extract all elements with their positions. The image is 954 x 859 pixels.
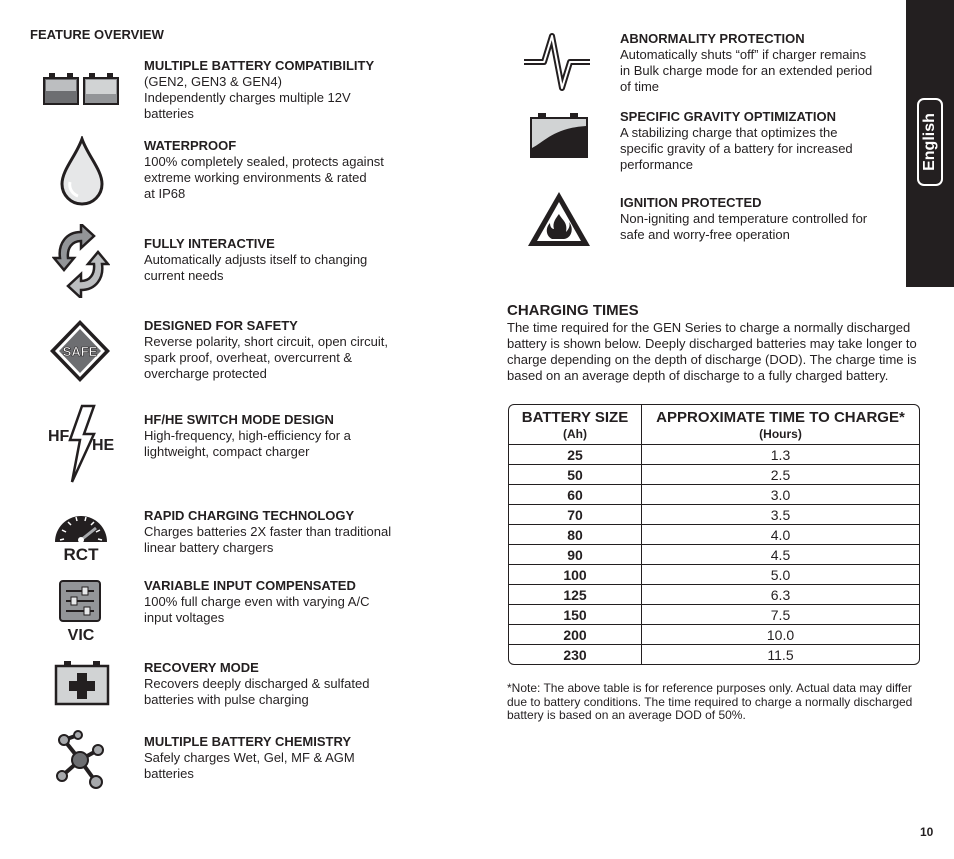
charge-time-cell: 4.5	[642, 545, 919, 565]
feature-description: Non-igniting and temperature controlled for safe and worry-free operation	[620, 211, 868, 242]
table-row	[509, 445, 919, 465]
charge-time-cell: 1.3	[642, 445, 919, 465]
feature-title: IGNITION PROTECTED	[620, 195, 762, 210]
feature-designed-for-safety	[144, 318, 424, 382]
feature-title: VARIABLE INPUT COMPENSATED	[144, 578, 356, 593]
feature-description: 100% full charge even with varying A/C input voltages	[144, 594, 370, 625]
vic-icon-label: VIC	[67, 627, 95, 642]
table-row	[509, 605, 919, 625]
charge-time-cell: 7.5	[642, 605, 919, 625]
safe-icon-label: SAFE	[62, 344, 98, 359]
feature-rapid-charging	[144, 508, 424, 556]
vic-sliders-icon	[56, 580, 106, 642]
battery-size-cell: 100	[509, 565, 642, 585]
language-tab-text: English	[921, 113, 938, 171]
charge-time-cell: 11.5	[767, 646, 794, 663]
feature-variable-input	[144, 578, 424, 626]
charge-time-cell: 5.0	[642, 565, 919, 585]
fire-warning-icon	[526, 190, 592, 248]
battery-size-cell: 70	[509, 505, 642, 525]
battery-size-cell: 150	[509, 605, 642, 625]
table-row	[509, 485, 919, 505]
feature-description: 100% completely sealed, protects against extreme working environments & rated at IP68	[144, 154, 384, 201]
feature-hf-he-switch-mode	[144, 412, 424, 460]
cycle-arrows-icon	[52, 224, 110, 298]
charge-time-cell: 3.0	[642, 485, 919, 505]
table-row	[509, 505, 919, 525]
battery-size-cell: 60	[509, 485, 642, 505]
feature-ignition-protected	[620, 195, 900, 243]
feature-title: ABNORMALITY PROTECTION	[620, 31, 805, 46]
feature-title: RECOVERY MODE	[144, 660, 259, 675]
feature-description: Recovers deeply discharged & sulfated batteries with pulse charging	[144, 676, 370, 707]
charge-time-cell: 6.3	[642, 585, 919, 605]
table-row	[509, 565, 919, 585]
charging-times-description: The time required for the GEN Series to charge a normally discharged battery is shown below. Deeply discharged batteries may take longer to charge depending on the depth of discharge (DOD). The charge time is based on an average depth of discharge to a fully charged battery.	[507, 320, 917, 383]
battery-size-cell: 125	[509, 585, 642, 605]
charge-time-header	[642, 405, 919, 445]
language-tab-label	[917, 98, 943, 186]
dual-battery-icon	[42, 72, 122, 106]
section-title: FEATURE OVERVIEW	[30, 27, 164, 42]
charging-times-table	[508, 404, 920, 665]
feature-description: Automatically shuts “off” if charger remains in Bulk charge mode for an extended period of time	[620, 47, 873, 94]
feature-title: MULTIPLE BATTERY CHEMISTRY	[144, 734, 352, 749]
molecule-icon	[52, 730, 110, 792]
charge-time-cell: 10.0	[642, 625, 919, 645]
feature-title: HF/HE SWITCH MODE DESIGN	[144, 412, 334, 427]
battery-size-header	[509, 405, 642, 445]
feature-abnormality-protection	[620, 31, 900, 95]
table-row	[509, 545, 919, 565]
page-number: 10	[920, 825, 934, 839]
charging-times-title: CHARGING TIMES	[507, 302, 639, 319]
charge-time-cell: 4.0	[642, 525, 919, 545]
feature-title: FULLY INTERACTIVE	[144, 236, 275, 251]
battery-cross-icon	[54, 660, 110, 706]
feature-description: Automatically adjusts itself to changing current needs	[144, 252, 368, 283]
table-row	[509, 645, 919, 664]
feature-recovery-mode	[144, 660, 424, 708]
battery-size-cell: 230	[509, 645, 642, 664]
battery-size-cell: 90	[509, 545, 642, 565]
battery-size-cell: 200	[509, 625, 642, 645]
rct-icon-label: RCT	[63, 545, 99, 562]
table-row	[509, 625, 919, 645]
charge-time-cell: 2.5	[642, 465, 919, 485]
safe-badge-icon	[48, 318, 112, 384]
feature-title: WATERPROOF	[144, 138, 237, 153]
feature-description: Charges batteries 2X faster than traditional linear battery chargers	[144, 524, 392, 555]
feature-battery-chemistry	[144, 734, 424, 782]
battery-curve-icon	[530, 112, 588, 158]
charge-time-label: APPROXIMATE TIME TO CHARGE*	[656, 409, 905, 426]
feature-waterproof	[144, 138, 424, 202]
feature-title: SPECIFIC GRAVITY OPTIMIZATION	[620, 109, 836, 124]
feature-description: (GEN2, GEN3 & GEN4) Independently charges multiple 12V batteries	[144, 74, 351, 121]
hf-he-bolt-icon	[46, 404, 118, 484]
feature-multiple-battery-compatibility	[144, 58, 424, 122]
battery-size-unit: (Ah)	[563, 427, 587, 441]
table-footnote: *Note: The above table is for reference purposes only. Actual data may differ due to battery conditions. The time required to charge a normally discharged battery is based on an average DOD of 50%.	[507, 681, 913, 722]
pulse-wave-icon	[522, 32, 592, 92]
table-row	[509, 585, 919, 605]
rct-gauge-icon	[52, 506, 110, 562]
hf-icon-label: HF	[48, 428, 70, 445]
battery-size-cell: 50	[509, 465, 642, 485]
battery-size-cell: 25	[509, 445, 642, 465]
feature-description: A stabilizing charge that optimizes the specific gravity of a battery for increased performance	[620, 125, 853, 172]
charge-time-cell: 3.5	[642, 505, 919, 525]
feature-title: DESIGNED FOR SAFETY	[144, 318, 298, 333]
battery-size-cell: 80	[509, 525, 642, 545]
water-drop-icon	[58, 136, 106, 206]
feature-description: Reverse polarity, short circuit, open circuit, spark proof, overheat, overcurrent & overcharge protected	[144, 334, 388, 381]
table-header-row	[509, 405, 919, 445]
feature-description: Safely charges Wet, Gel, MF & AGM batteries	[144, 750, 355, 781]
battery-size-label: BATTERY SIZE	[521, 409, 629, 426]
feature-title: RAPID CHARGING TECHNOLOGY	[144, 508, 355, 523]
table-row	[509, 525, 919, 545]
feature-description: High-frequency, high-efficiency for a lightweight, compact charger	[144, 428, 351, 459]
feature-specific-gravity	[620, 109, 900, 173]
he-icon-label: HE	[92, 437, 115, 454]
feature-title: MULTIPLE BATTERY COMPATIBILITY	[144, 58, 375, 73]
feature-fully-interactive	[144, 236, 424, 284]
charge-time-unit: (Hours)	[759, 427, 802, 441]
table-row	[509, 465, 919, 485]
